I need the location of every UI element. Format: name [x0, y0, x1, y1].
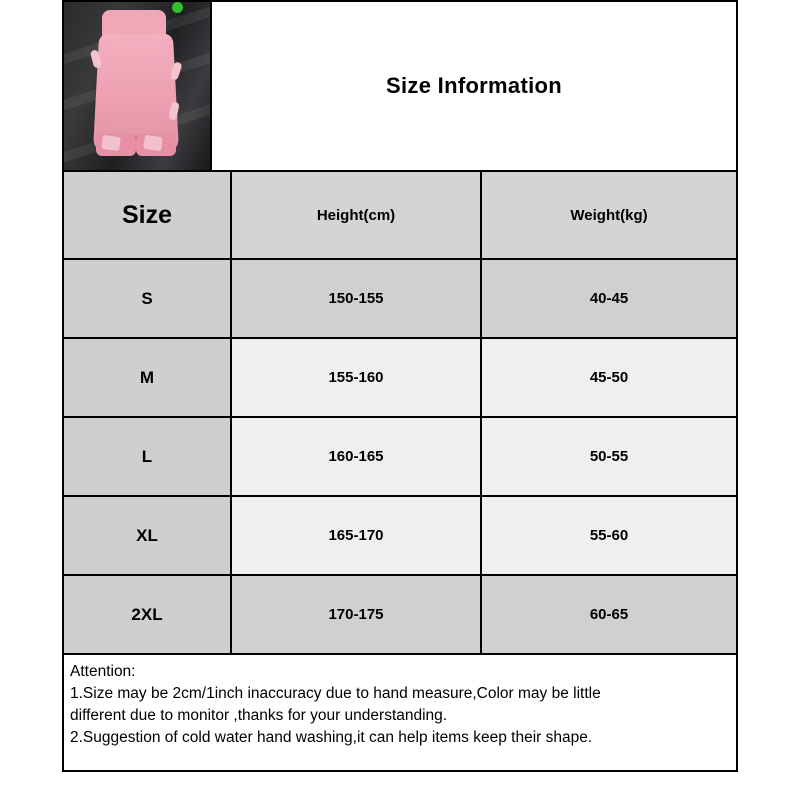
cell-height: 150-155 [232, 260, 482, 337]
size-table [64, 172, 736, 770]
cell-size: L [64, 418, 232, 495]
column-header-height: Height(cm) [232, 172, 482, 258]
cell-weight: 55-60 [589, 527, 629, 544]
cell-weight: 60-65 [589, 606, 629, 623]
column-header-size: Size [64, 172, 232, 258]
table-row [64, 576, 736, 655]
cell-height: 160-165 [232, 418, 482, 495]
header-row [64, 2, 736, 172]
cell-height: 155-160 [232, 339, 482, 416]
product-photo [64, 2, 212, 170]
header-title-cell [212, 2, 736, 170]
table-row [64, 418, 736, 497]
pink-cargo-pants-icon [88, 10, 184, 160]
pants-right-highlight [143, 135, 163, 151]
attention-line-1: 1.Size may be 2cm/1inch inaccuracy due to hand measure,Color may be little [70, 685, 601, 702]
size-chart-sheet [62, 0, 738, 772]
attention-heading: Attention: [70, 663, 136, 680]
attention-note [64, 655, 736, 770]
table-header-row [64, 172, 736, 260]
cell-height: 165-170 [232, 497, 482, 574]
attention-line-2: different due to monitor ,thanks for your understanding. [70, 707, 448, 724]
green-dot-icon [172, 2, 183, 13]
cell-weight: 45-50 [589, 369, 629, 386]
cell-size: M [64, 339, 232, 416]
table-row [64, 260, 736, 339]
cell-weight: 40-45 [589, 290, 629, 307]
page-title: Size Information [386, 73, 562, 98]
attention-line-3: 2.Suggestion of cold water hand washing,it can help items keep their shape. [70, 729, 593, 746]
table-row [64, 497, 736, 576]
pants-left-highlight [101, 135, 121, 151]
column-header-weight: Weight(kg) [570, 206, 648, 224]
cell-height: 170-175 [232, 576, 482, 653]
cell-size: XL [64, 497, 232, 574]
cell-weight: 50-55 [589, 448, 629, 465]
cell-size: S [64, 260, 232, 337]
table-row [64, 339, 736, 418]
cell-size: 2XL [64, 576, 232, 653]
